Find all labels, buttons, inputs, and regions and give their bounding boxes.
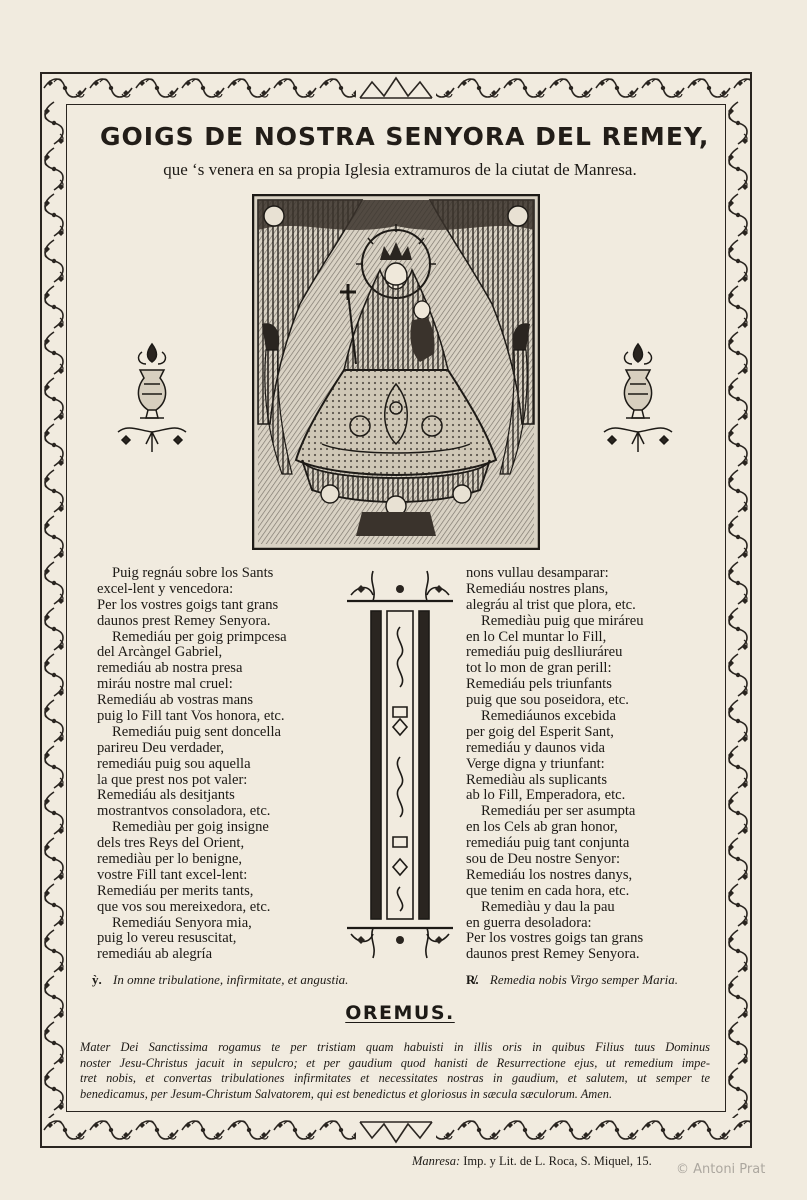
verse-line: Remediáu nostres plans, bbox=[466, 580, 609, 597]
prayer-line: noster Jesu-Christus jacuit in sepulcro; et per gaudium quod hanisti de Resurrectione ejus, ut remedium impe- bbox=[80, 1055, 710, 1070]
verse-line: per goig del Esperit Sant, bbox=[466, 723, 614, 740]
verse-line: remediáu ab alegría bbox=[97, 946, 213, 963]
page-title: GOIGS DE NOSTRA SENYORA DEL REMEY, bbox=[100, 122, 710, 151]
response-symbol: R̸. bbox=[466, 972, 479, 987]
verse-line: que tenim en cada hora, etc. bbox=[466, 882, 630, 899]
verse-line: Remediáu Senyora mia, bbox=[112, 914, 252, 931]
floral-border-top-icon bbox=[42, 74, 750, 102]
verse-line: daunos prest Remey Senyora. bbox=[97, 612, 271, 629]
verses-right-column bbox=[466, 566, 644, 963]
verses-left-column bbox=[97, 566, 287, 963]
verse-line: remediáu puig tant conjunta bbox=[466, 835, 630, 852]
prayer-line: tret nobis, et convertas tribulationes infirmitates et necessitates nostras in gaudium, et salutem, ut semper te bbox=[80, 1071, 710, 1086]
printer-imprint bbox=[412, 1154, 652, 1169]
verse-line: que vos sou mereixedora, etc. bbox=[97, 898, 271, 915]
verse-line: Per los vostres goigs tant grans bbox=[97, 596, 279, 613]
verse-line: ab lo Fill, Emperadora, etc. bbox=[466, 787, 626, 804]
versicle-line bbox=[92, 972, 348, 988]
prayer-line: benedicamus, per Jesum-Christum Salvatorem, qui est benedictus et gloriosus in sæcula sæculorum. Amen. bbox=[80, 1086, 613, 1101]
verse-line: Remediàu y dau la pau bbox=[481, 898, 615, 915]
verse-line: remediáu y daunos vida bbox=[466, 739, 606, 756]
verse-line: alegráu al trist que plora, etc. bbox=[466, 596, 636, 613]
verse-line: Remediàu als suplicants bbox=[466, 771, 608, 788]
verse-line: Remediáu los nostres danys, bbox=[466, 866, 633, 883]
verse-line: puig lo Fill tant Vos honora, etc. bbox=[97, 708, 285, 725]
verse-line: Remediáu pels triunfants bbox=[466, 676, 612, 693]
vase-ornament-left-icon bbox=[112, 340, 192, 458]
verse-line: vostre Fill tant excel-lent: bbox=[97, 866, 248, 883]
verse-line: Remediáunos excebida bbox=[481, 708, 616, 725]
verse-line: Remediáu ab vostras mans bbox=[97, 692, 254, 709]
oremus-heading: OREMUS. bbox=[345, 1002, 455, 1024]
verse-line: Remediáu per goig primpcesa bbox=[112, 628, 287, 645]
verse-line: tot lo mon de gran perill: bbox=[466, 660, 612, 677]
copyright-watermark: © Antoni Prat bbox=[676, 1162, 766, 1177]
verse-line: en guerra desoladora: bbox=[466, 914, 592, 931]
verse-line: remediáu puig sou aquella bbox=[97, 755, 251, 772]
prayer-line: Mater Dei Sanctissima rogamus te per tristiam quam habuisti in illis oris in quibus Filius tuus Dominus bbox=[80, 1040, 710, 1054]
verse-line: Remediáu puig sent doncella bbox=[112, 723, 281, 740]
verse-line: nons vullau desamparar: bbox=[466, 565, 609, 581]
verse-line: Remediáu per merits tants, bbox=[97, 882, 254, 899]
vase-ornament-right-icon bbox=[598, 340, 678, 458]
verse-line: mostrantvos consoladora, etc. bbox=[97, 803, 271, 820]
verse-line: Per los vostres goigs tan grans bbox=[466, 930, 644, 947]
verse-line: Remediàu per goig insigne bbox=[112, 819, 269, 836]
verse-line: remediáu puig deslliuráreu bbox=[466, 644, 623, 661]
response-text: Remedia nobis Virgo semper Maria. bbox=[489, 972, 679, 987]
versicle-text: In omne tribulatione, infirmitate, et angustia. bbox=[113, 972, 349, 987]
verse-line: Puig regnáu sobre los Sants bbox=[112, 565, 274, 581]
verse-line: del Arcàngel Gabriel, bbox=[97, 644, 223, 661]
verse-line: puig que sou poseidora, etc. bbox=[466, 692, 629, 709]
floral-border-left-icon bbox=[42, 100, 66, 1118]
floral-border-bottom-icon bbox=[42, 1116, 750, 1146]
verse-line: parireu Deu verdader, bbox=[97, 739, 225, 756]
versicle-symbol: ỳ. bbox=[92, 972, 102, 987]
verse-line: dels tres Reys del Orient, bbox=[97, 835, 245, 852]
imprint-printer: Imp. y Lit. de L. Roca, S. Miquel, 15. bbox=[463, 1154, 652, 1168]
verse-line: Verge digna y triunfant: bbox=[466, 755, 605, 772]
verse-line: Remediáu als desitjants bbox=[97, 787, 235, 804]
verse-line: miráu nostre mal cruel: bbox=[97, 676, 233, 693]
verse-line: en lo Cel muntar lo Fill, bbox=[466, 628, 607, 645]
verse-line: puig lo vereu resuscitat, bbox=[97, 930, 237, 947]
verse-line: Remediáu per ser asumpta bbox=[481, 803, 636, 820]
oremus-prayer bbox=[80, 1040, 710, 1102]
virgin-and-child-woodcut-icon bbox=[252, 194, 540, 550]
verse-line: en los Cels ab gran honor, bbox=[466, 819, 618, 836]
imprint-place: Manresa: bbox=[412, 1154, 461, 1168]
verse-line: daunos prest Remey Senyora. bbox=[466, 946, 640, 963]
response-line bbox=[466, 972, 678, 988]
column-ornament-icon bbox=[343, 567, 457, 962]
verse-line: la que prest nos pot valer: bbox=[97, 771, 248, 788]
verse-line: Remediàu puig que miráreu bbox=[481, 612, 644, 629]
verse-line: remediàu per lo benigne, bbox=[97, 851, 243, 868]
verse-line: remediáu ab nostra presa bbox=[97, 660, 243, 677]
verse-line: sou de Deu nostre Senyor: bbox=[466, 851, 621, 868]
floral-border-right-icon bbox=[726, 100, 750, 1118]
page-subtitle: que ‘s venera en sa propia Iglesia extramuros de la ciutat de Manresa. bbox=[163, 160, 637, 179]
verse-line: excel-lent y vencedora: bbox=[97, 580, 234, 597]
